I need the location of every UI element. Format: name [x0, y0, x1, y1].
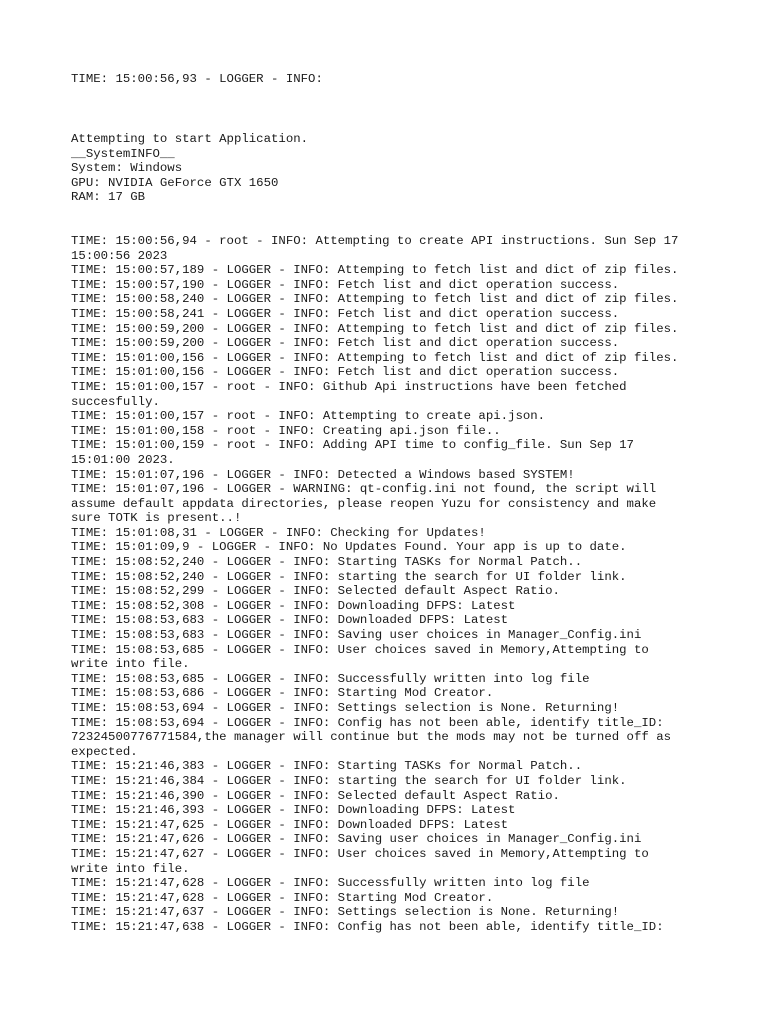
- system-info-line: GPU: NVIDIA GeForce GTX 1650: [71, 175, 279, 190]
- log-line: TIME: 15:21:47,628 - LOGGER - INFO: Starting Mod Creator.: [71, 890, 494, 905]
- log-line: TIME: 15:01:07,196 - LOGGER - INFO: Detected a Windows based SYSTEM!: [71, 467, 575, 482]
- log-line: TIME: 15:21:46,383 - LOGGER - INFO: Starting TASKs for Normal Patch..: [71, 759, 583, 774]
- log-line: TIME: 15:00:57,190 - LOGGER - INFO: Fetch list and dict operation success.: [71, 277, 620, 292]
- log-line: TIME: 15:01:00,156 - LOGGER - INFO: Attemping to fetch list and dict of zip files.: [71, 350, 679, 365]
- log-line: TIME: 15:00:59,200 - LOGGER - INFO: Attemping to fetch list and dict of zip files.: [71, 321, 679, 336]
- log-line: TIME: 15:00:57,189 - LOGGER - INFO: Attemping to fetch list and dict of zip files.: [71, 263, 679, 278]
- log-line: TIME: 15:21:47,626 - LOGGER - INFO: Saving user choices in Manager_Config.ini: [71, 832, 642, 847]
- log-line: 72324500776771584,the manager will continue but the mods may not be turned off as: [71, 730, 672, 745]
- system-info-block: [71, 132, 308, 205]
- log-line: TIME: 15:01:08,31 - LOGGER - INFO: Checking for Updates!: [71, 525, 486, 540]
- log-line: TIME: 15:21:47,637 - LOGGER - INFO: Settings selection is None. Returning!: [71, 905, 620, 920]
- log-line: TIME: 15:01:00,156 - LOGGER - INFO: Fetch list and dict operation success.: [71, 365, 620, 380]
- log-line: assume default appdata directories, please reopen Yuzu for consistency and make: [71, 496, 657, 511]
- log-entries-block: [71, 234, 678, 935]
- log-line: TIME: 15:21:46,390 - LOGGER - INFO: Selected default Aspect Ratio.: [71, 788, 560, 803]
- system-info-line: RAM: 17 GB: [71, 190, 146, 205]
- log-line: TIME: 15:08:53,694 - LOGGER - INFO: Config has not been able, identify title_ID:: [71, 715, 664, 730]
- log-line: TIME: 15:00:58,240 - LOGGER - INFO: Attemping to fetch list and dict of zip files.: [71, 292, 679, 307]
- log-line: TIME: 15:21:47,627 - LOGGER - INFO: User choices saved in Memory,Attempting to: [71, 846, 649, 861]
- system-info-line: System: Windows: [71, 161, 183, 176]
- log-line: TIME: 15:21:46,393 - LOGGER - INFO: Downloading DFPS: Latest: [71, 803, 516, 818]
- log-line: TIME: 15:21:46,384 - LOGGER - INFO: starting the search for UI folder link.: [71, 773, 627, 788]
- log-line: TIME: 15:21:47,628 - LOGGER - INFO: Successfully written into log file: [71, 876, 590, 891]
- log-line: TIME: 15:08:53,685 - LOGGER - INFO: Successfully written into log file: [71, 671, 590, 686]
- log-line: TIME: 15:08:53,685 - LOGGER - INFO: User choices saved in Memory,Attempting to: [71, 642, 649, 657]
- log-line: TIME: 15:08:52,299 - LOGGER - INFO: Selected default Aspect Ratio.: [71, 584, 560, 599]
- log-line: TIME: 15:01:07,196 - LOGGER - WARNING: qt-config.ini not found, the script will: [71, 482, 657, 497]
- log-line: TIME: 15:08:52,240 - LOGGER - INFO: starting the search for UI folder link.: [71, 569, 627, 584]
- log-line: TIME: 15:01:00,159 - root - INFO: Adding API time to config_file. Sun Sep 17: [71, 438, 634, 453]
- log-line: write into file.: [71, 657, 190, 672]
- log-line: TIME: 15:01:00,157 - root - INFO: Github Api instructions have been fetched: [71, 379, 627, 394]
- system-info-line: __SystemINFO__: [71, 146, 175, 161]
- log-line: TIME: 15:01:00,157 - root - INFO: Attempting to create api.json.: [71, 409, 546, 424]
- log-document-page: [71, 0, 751, 1024]
- log-line: expected.: [71, 744, 138, 759]
- log-line: TIME: 15:08:52,240 - LOGGER - INFO: Starting TASKs for Normal Patch..: [71, 555, 583, 570]
- log-line: succesfully.: [71, 394, 160, 409]
- log-line: TIME: 15:01:09,9 - LOGGER - INFO: No Updates Found. Your app is up to date.: [71, 540, 627, 555]
- log-line: TIME: 15:01:00,158 - root - INFO: Creating api.json file..: [71, 423, 501, 438]
- log-line: TIME: 15:08:52,308 - LOGGER - INFO: Downloading DFPS: Latest: [71, 598, 516, 613]
- log-line: sure TOTK is present..!: [71, 511, 242, 526]
- log-line: TIME: 15:00:56,94 - root - INFO: Attempting to create API instructions. Sun Sep 17: [71, 234, 679, 248]
- log-line: TIME: 15:21:47,638 - LOGGER - INFO: Config has not been able, identify title_ID:: [71, 919, 664, 934]
- log-line: write into file.: [71, 861, 190, 876]
- log-line: TIME: 15:21:47,625 - LOGGER - INFO: Downloaded DFPS: Latest: [71, 817, 509, 832]
- log-line: TIME: 15:08:53,686 - LOGGER - INFO: Starting Mod Creator.: [71, 686, 494, 701]
- log-line: TIME: 15:08:53,683 - LOGGER - INFO: Downloaded DFPS: Latest: [71, 613, 509, 628]
- log-line: TIME: 15:00:59,200 - LOGGER - INFO: Fetch list and dict operation success.: [71, 336, 620, 351]
- log-line: 15:00:56 2023: [71, 248, 168, 263]
- log-line: TIME: 15:00:58,241 - LOGGER - INFO: Fetch list and dict operation success.: [71, 306, 620, 321]
- log-line: TIME: 15:08:53,683 - LOGGER - INFO: Saving user choices in Manager_Config.ini: [71, 628, 642, 643]
- system-info-line: Attempting to start Application.: [71, 132, 309, 146]
- log-line: 15:01:00 2023.: [71, 452, 175, 467]
- log-header-line: TIME: 15:00:56,93 - LOGGER - INFO:: [71, 72, 323, 86]
- log-line: TIME: 15:08:53,694 - LOGGER - INFO: Settings selection is None. Returning!: [71, 701, 620, 715]
